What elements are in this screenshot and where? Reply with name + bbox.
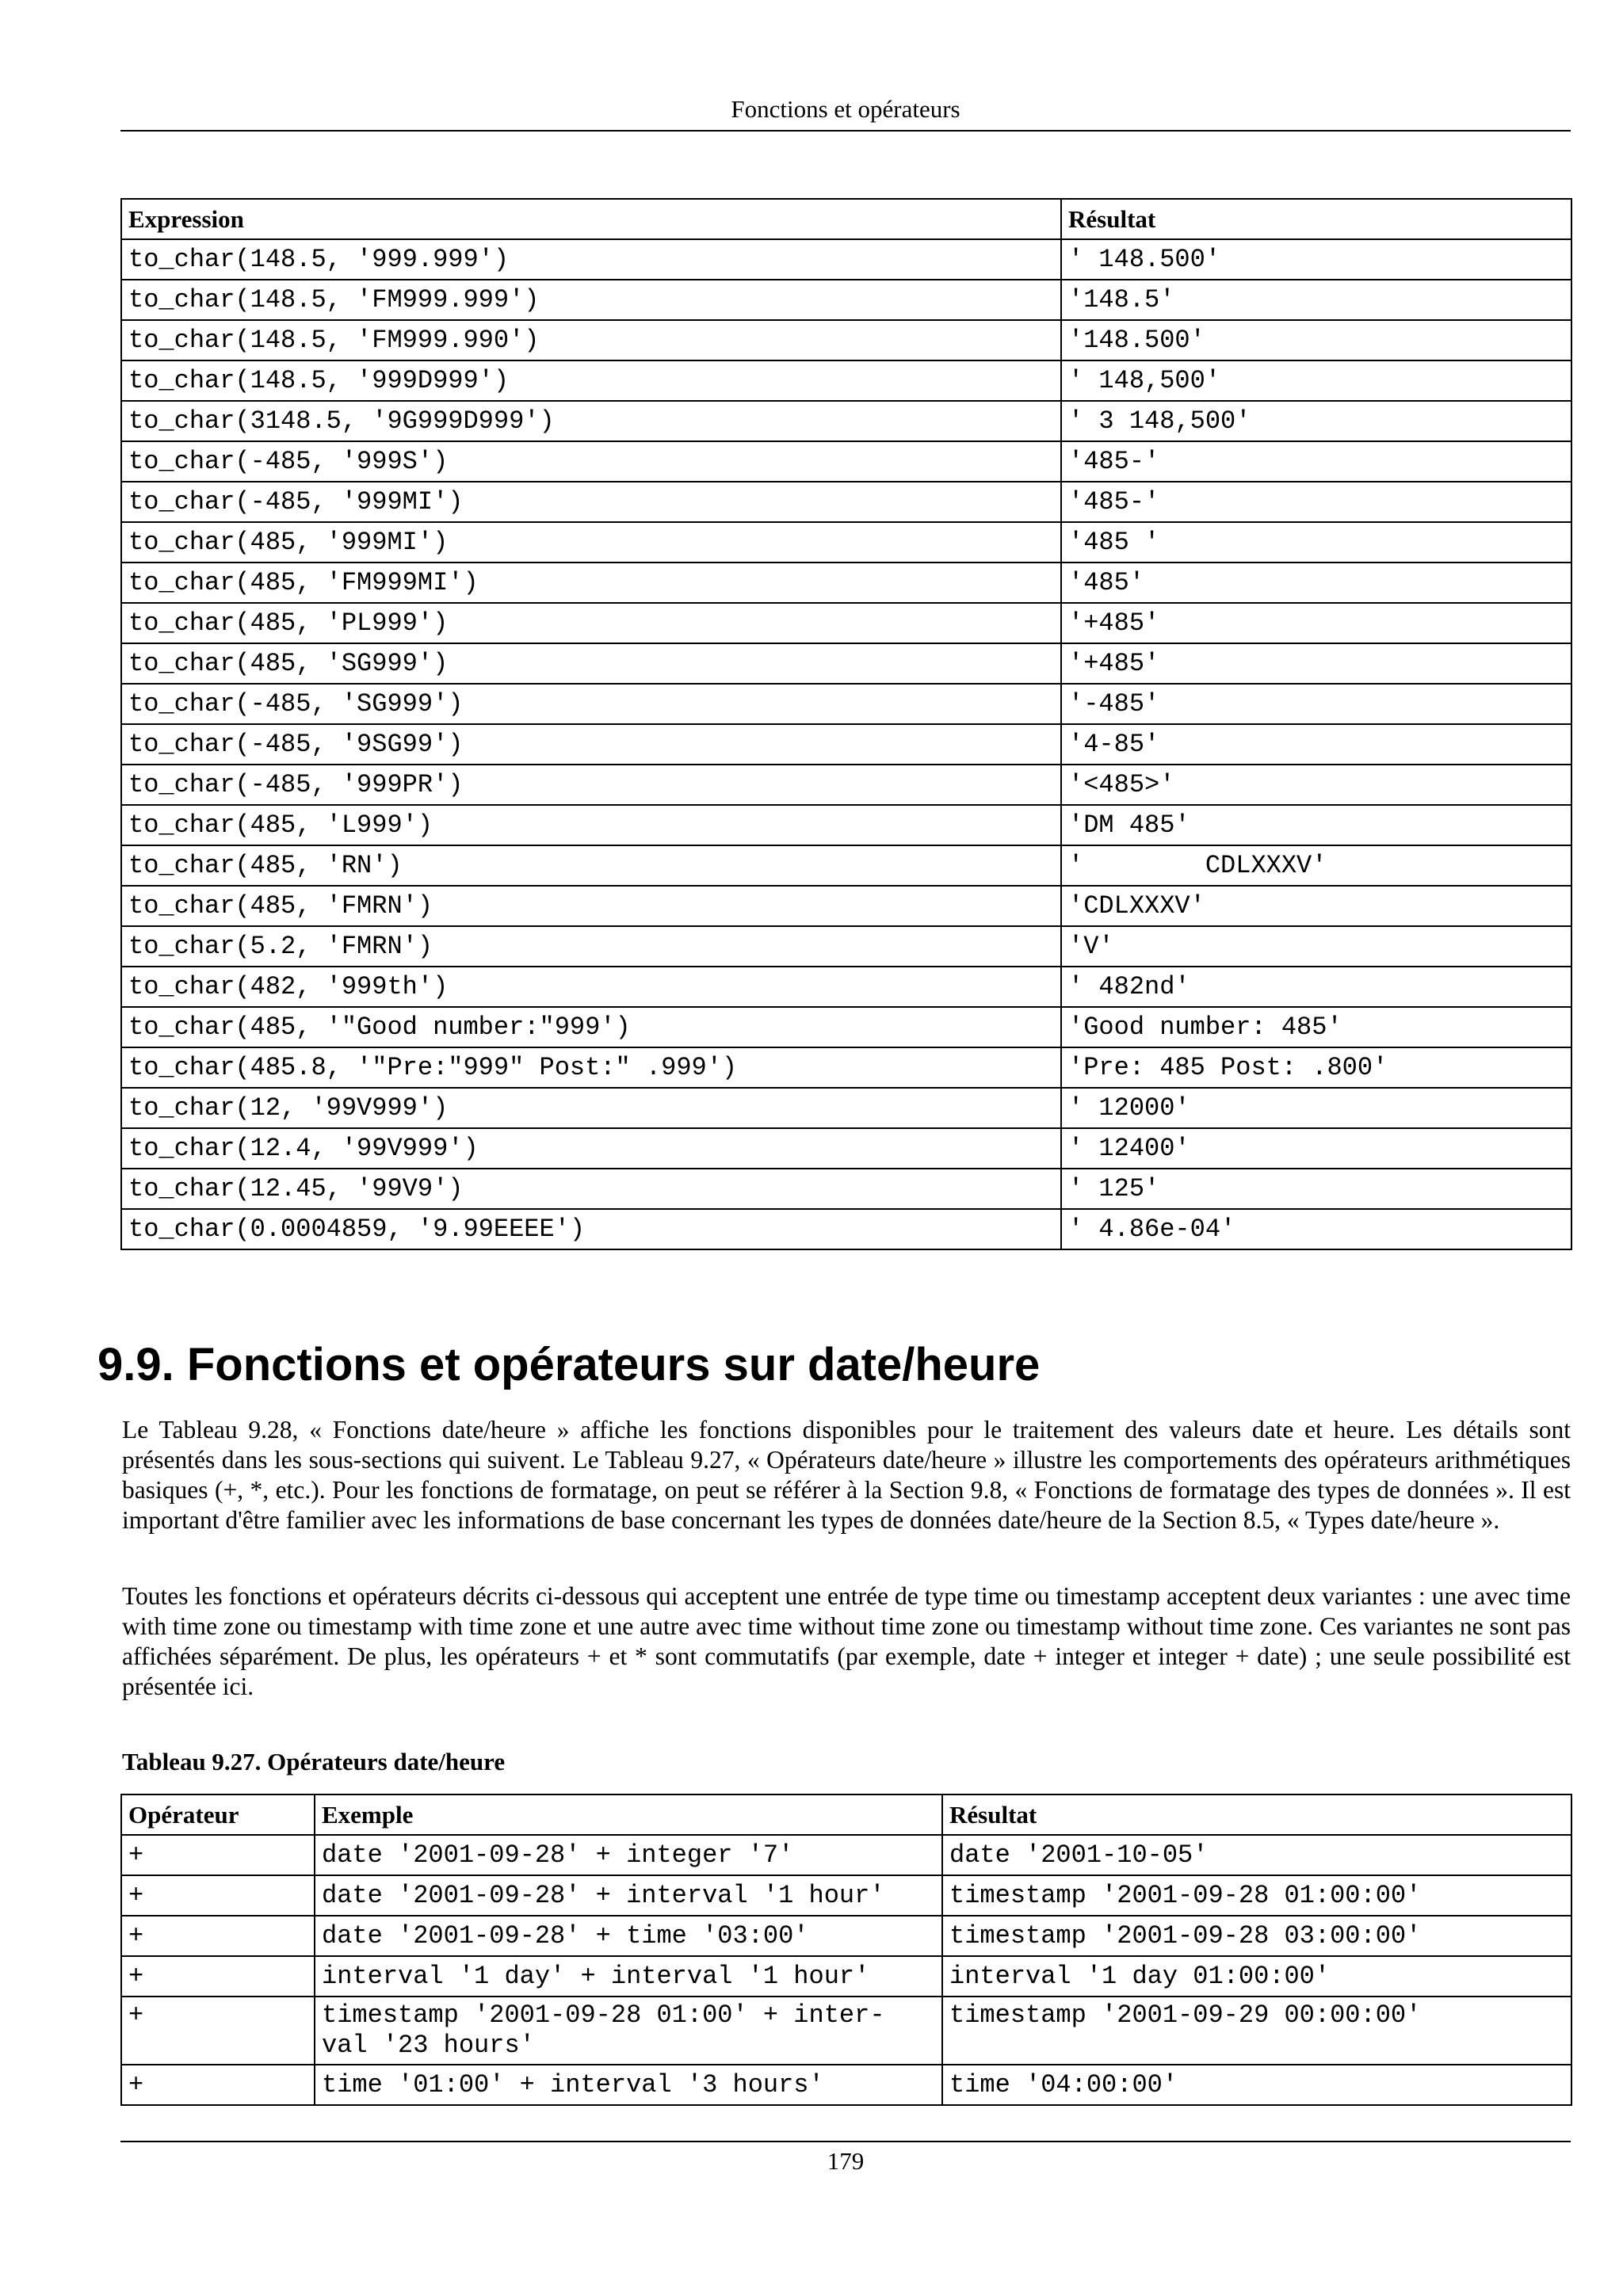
section-heading: 9.9. Fonctions et opérateurs sur date/heure bbox=[97, 1339, 1041, 1390]
expression-cell: to_char(148.5, 'FM999.990') bbox=[121, 320, 1061, 360]
expression-cell: to_char(485, '999MI') bbox=[121, 522, 1061, 563]
result-cell: ' 148.500' bbox=[1061, 239, 1571, 280]
expression-cell: to_char(-485, 'SG999') bbox=[121, 684, 1061, 724]
expression-cell: to_char(12.4, '99V999') bbox=[121, 1128, 1061, 1169]
result-cell: '148.500' bbox=[1061, 320, 1571, 360]
table-row bbox=[121, 1169, 1571, 1209]
result-cell: ' 125' bbox=[1061, 1169, 1571, 1209]
table-row bbox=[121, 2065, 1571, 2105]
variants-paragraph: Toutes les fonctions et opérateurs décrits ci-dessous qui acceptent une entrée de type time ou timestamp acceptent deux variantes : une avec time with time zone ou timestamp with time zone et une autre avec time without time zone ou timestamp without time zone. Ces variantes ne sont pas affichées séparément. De plus, les opérateurs + et * sont commutatifs (par exemple, date + integer et integer + date) ; une seule possibilité est présentée ici. bbox=[122, 1582, 1571, 1700]
table-row bbox=[121, 805, 1571, 845]
result-cell: ' 12000' bbox=[1061, 1088, 1571, 1128]
expression-cell: to_char(485, 'SG999') bbox=[121, 643, 1061, 684]
operator-cell: + bbox=[121, 1956, 315, 1997]
expression-cell: to_char(12, '99V999') bbox=[121, 1088, 1061, 1128]
table-row bbox=[121, 724, 1571, 765]
result-cell: time '04:00:00' bbox=[942, 2065, 1571, 2105]
expression-cell: to_char(-485, '999MI') bbox=[121, 482, 1061, 522]
example-cell: timestamp '2001-09-28 01:00' + inter- val '23 hours' bbox=[315, 1997, 942, 2065]
operator-cell: + bbox=[121, 1916, 315, 1956]
expression-cell: to_char(148.5, 'FM999.999') bbox=[121, 280, 1061, 320]
column-header-expression: Expression bbox=[121, 199, 1061, 239]
table-row bbox=[121, 1128, 1571, 1169]
table-row bbox=[121, 886, 1571, 926]
expression-cell: to_char(-485, '9SG99') bbox=[121, 724, 1061, 765]
result-cell: '485-' bbox=[1061, 482, 1571, 522]
result-cell: ' 148,500' bbox=[1061, 360, 1571, 401]
example-cell: date '2001-09-28' + interval '1 hour' bbox=[315, 1875, 942, 1916]
table-row bbox=[121, 1835, 1571, 1875]
column-header-example: Exemple bbox=[315, 1794, 942, 1835]
expression-cell: to_char(482, '999th') bbox=[121, 967, 1061, 1007]
expression-cell: to_char(485, 'PL999') bbox=[121, 603, 1061, 643]
table-row bbox=[121, 401, 1571, 441]
result-cell: timestamp '2001-09-28 01:00:00' bbox=[942, 1875, 1571, 1916]
table-row bbox=[121, 967, 1571, 1007]
expression-cell: to_char(148.5, '999.999') bbox=[121, 239, 1061, 280]
table-row bbox=[121, 1209, 1571, 1249]
expression-cell: to_char(12.45, '99V9') bbox=[121, 1169, 1061, 1209]
expression-cell: to_char(485, 'FM999MI') bbox=[121, 563, 1061, 603]
expression-cell: to_char(485.8, '"Pre:"999" Post:" .999') bbox=[121, 1047, 1061, 1088]
table-row bbox=[121, 482, 1571, 522]
result-cell: '485-' bbox=[1061, 441, 1571, 482]
table-header-row bbox=[121, 1794, 1571, 1835]
result-cell: ' 4.86e-04' bbox=[1061, 1209, 1571, 1249]
result-cell: '<485>' bbox=[1061, 765, 1571, 805]
operator-cell: + bbox=[121, 2065, 315, 2105]
result-cell: '4-85' bbox=[1061, 724, 1571, 765]
expression-cell: to_char(5.2, 'FMRN') bbox=[121, 926, 1061, 967]
page-header: Fonctions et opérateurs bbox=[120, 93, 1571, 132]
table-caption: Tableau 9.27. Opérateurs date/heure bbox=[122, 1748, 506, 1775]
table-row bbox=[121, 603, 1571, 643]
result-cell: timestamp '2001-09-28 03:00:00' bbox=[942, 1916, 1571, 1956]
table-row bbox=[121, 684, 1571, 724]
table-row bbox=[121, 280, 1571, 320]
result-cell: interval '1 day 01:00:00' bbox=[942, 1956, 1571, 1997]
expression-cell: to_char(148.5, '999D999') bbox=[121, 360, 1061, 401]
result-cell: 'Good number: 485' bbox=[1061, 1007, 1571, 1047]
expression-cell: to_char(485, 'FMRN') bbox=[121, 886, 1061, 926]
table-row bbox=[121, 239, 1571, 280]
table-row bbox=[121, 320, 1571, 360]
table-row bbox=[121, 1875, 1571, 1916]
result-cell: '+485' bbox=[1061, 603, 1571, 643]
column-header-operator: Opérateur bbox=[121, 1794, 315, 1835]
example-cell: interval '1 day' + interval '1 hour' bbox=[315, 1956, 942, 1997]
result-cell: date '2001-10-05' bbox=[942, 1835, 1571, 1875]
expression-cell: to_char(0.0004859, '9.99EEEE') bbox=[121, 1209, 1061, 1249]
table-row bbox=[121, 1047, 1571, 1088]
example-cell: time '01:00' + interval '3 hours' bbox=[315, 2065, 942, 2105]
operator-cell: + bbox=[121, 1875, 315, 1916]
table-row bbox=[121, 643, 1571, 684]
result-cell: 'Pre: 485 Post: .800' bbox=[1061, 1047, 1571, 1088]
expression-cell: to_char(485, '"Good number:"999') bbox=[121, 1007, 1061, 1047]
example-cell: date '2001-09-28' + integer '7' bbox=[315, 1835, 942, 1875]
result-cell: '-485' bbox=[1061, 684, 1571, 724]
table-row bbox=[121, 926, 1571, 967]
result-cell: 'DM 485' bbox=[1061, 805, 1571, 845]
table-row bbox=[121, 441, 1571, 482]
result-cell: ' 482nd' bbox=[1061, 967, 1571, 1007]
result-cell: '148.5' bbox=[1061, 280, 1571, 320]
result-cell: 'V' bbox=[1061, 926, 1571, 967]
table-row bbox=[121, 1088, 1571, 1128]
table-row bbox=[121, 1997, 1571, 2065]
result-cell: ' 12400' bbox=[1061, 1128, 1571, 1169]
column-header-result: Résultat bbox=[1061, 199, 1571, 239]
result-cell: '+485' bbox=[1061, 643, 1571, 684]
intro-paragraph: Le Tableau 9.28, « Fonctions date/heure » affiche les fonctions disponibles pour le traitement des valeurs date et heure. Les détails sont présentés dans les sous-sections qui suivent. Le Tableau 9.27, « Opérateurs date/heure » illustre les comportements des opérateurs arithmétiques basiques (+, *, etc.). Pour les fonctions de formatage, on peut se référer à la Section 9.8, « Fonctions de formatage des types de données ». Il est important d'être familier avec les informations de base concernant les types de données date/heure de la Section 8.5, « Types date/heure ». bbox=[122, 1416, 1571, 1534]
result-cell: timestamp '2001-09-29 00:00:00' bbox=[942, 1997, 1571, 2065]
table-header-row bbox=[121, 199, 1571, 239]
table-row bbox=[121, 522, 1571, 563]
table-row bbox=[121, 765, 1571, 805]
result-cell: ' CDLXXXV' bbox=[1061, 845, 1571, 886]
result-cell: '485 ' bbox=[1061, 522, 1571, 563]
result-cell: 'CDLXXXV' bbox=[1061, 886, 1571, 926]
expression-cell: to_char(-485, '999PR') bbox=[121, 765, 1061, 805]
table-row bbox=[121, 1916, 1571, 1956]
expression-cell: to_char(-485, '999S') bbox=[121, 441, 1061, 482]
tochar-examples-table bbox=[120, 198, 1572, 1250]
example-cell: date '2001-09-28' + time '03:00' bbox=[315, 1916, 942, 1956]
datetime-operators-table bbox=[120, 1794, 1572, 2106]
table-row bbox=[121, 845, 1571, 886]
table-row bbox=[121, 1956, 1571, 1997]
expression-cell: to_char(485, 'L999') bbox=[121, 805, 1061, 845]
operator-cell: + bbox=[121, 1997, 315, 2065]
result-cell: ' 3 148,500' bbox=[1061, 401, 1571, 441]
expression-cell: to_char(485, 'RN') bbox=[121, 845, 1061, 886]
operator-cell: + bbox=[121, 1835, 315, 1875]
table-row bbox=[121, 1007, 1571, 1047]
table-row bbox=[121, 360, 1571, 401]
table-row bbox=[121, 563, 1571, 603]
expression-cell: to_char(3148.5, '9G999D999') bbox=[121, 401, 1061, 441]
result-cell: '485' bbox=[1061, 563, 1571, 603]
page-number: 179 bbox=[120, 2141, 1571, 2177]
column-header-result: Résultat bbox=[942, 1794, 1571, 1835]
